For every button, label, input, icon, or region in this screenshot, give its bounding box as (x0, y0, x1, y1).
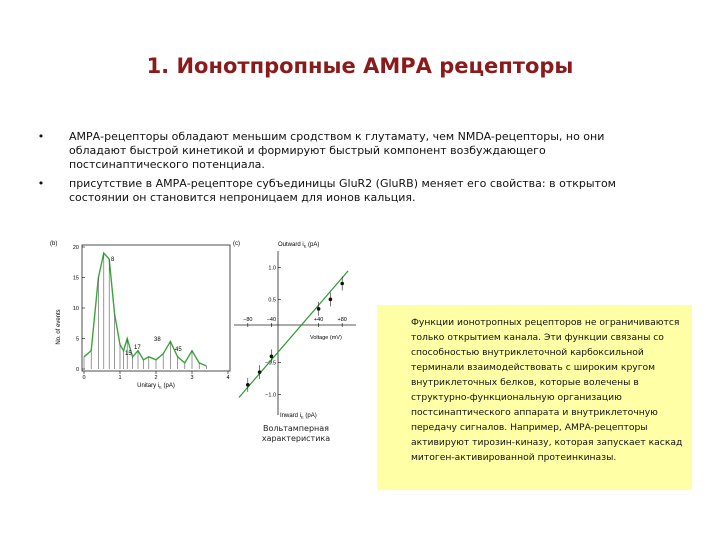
peak-label: 8 (111, 257, 115, 263)
peak-label: 38 (154, 337, 161, 343)
iv-data-point (340, 282, 344, 286)
iv-y-ticks (265, 266, 281, 399)
iv-x-tick-label: +40 (313, 317, 324, 323)
histogram-y-ticks (73, 245, 85, 373)
iv-y-tick-label: 0.5 (268, 297, 276, 304)
panel-label-c: (c) (233, 241, 240, 247)
histogram-frame (82, 245, 230, 371)
iv-y-tick-label: −0.5 (265, 360, 276, 367)
histogram-x-ticks (82, 371, 229, 381)
histogram-y-tick-label: 10 (72, 306, 79, 312)
iv-data-point (258, 370, 262, 374)
iv-panel (233, 241, 356, 420)
bullet-list (36, 130, 646, 210)
iv-data-point (246, 383, 250, 387)
iv-bottom-label: Inward $i_E$ (pA) (280, 413, 317, 420)
histogram-x-tick-label: 3 (190, 375, 194, 381)
figure-caption: Вольтамперная характеристика (261, 424, 331, 443)
iv-top-label: Outward $i_E$ (pA) (278, 242, 320, 249)
histogram-curve (84, 253, 206, 366)
bullet-item (36, 177, 646, 205)
note-box (377, 305, 692, 490)
histogram-x-tick-label: 2 (154, 375, 158, 381)
peak-label: 15 (125, 351, 132, 357)
bullet-text: АМРА-рецепторы обладают меньшим сродством к глутамату, чем NMDA-рецепторы, но они обладают быстрой кинетикой и формируют быстрый компонент возбуждающего постсинаптического потенциала. (69, 130, 605, 171)
iv-xaxis-label: Voltage (mV) (310, 335, 342, 341)
figure-image (48, 237, 408, 489)
iv-x-ticks (243, 317, 347, 327)
iv-data-point (270, 355, 274, 359)
bullet-marker: • (37, 177, 45, 190)
bullet-text: присутствие в АМРА-рецепторе субъединицы GluR2 (GluRB) меняет его свойства: в открытом состоянии он становится непроницаем для ионов кальция. (69, 177, 616, 204)
histogram-x-tick-label: 4 (226, 375, 230, 381)
iv-x-tick-label: +80 (337, 317, 347, 323)
bullet-item (36, 130, 646, 172)
histogram-bars (84, 253, 206, 369)
note-text: Функции ионотропных рецепторов не ограничиваются только открытием канала. Эти функции связаны со способностью внутриклеточной карбоксильной терминали взаимодействовать с широким кругом внутриклеточных белков, которые волечены в структурно-функциональную организацию постсинаптического аппарата и внутриклеточную передачу сигналов. Например, АМРА-рецепторы активируют тирозин-киназу, которая запускает каскад митоген-активированной протеинкиназы. (411, 317, 683, 463)
histogram-y-tick-label: 15 (72, 275, 79, 282)
histogram-y-tick-label: 0 (75, 367, 79, 373)
iv-x-tick-label: −40 (266, 317, 277, 323)
panel-label-b: (b) (50, 241, 58, 247)
histogram-x-tick-label: 0 (82, 375, 86, 381)
peak-label: 17 (134, 345, 141, 351)
bullet-marker: • (37, 130, 45, 143)
slide-title: 1. Ионотпропные АМРА рецепторы (146, 54, 574, 78)
iv-data-point (317, 307, 321, 311)
iv-y-tick-label: −1.0 (265, 392, 276, 399)
histogram-ylabel: No. of events (56, 309, 62, 345)
histogram-x-tick-label: 1 (118, 375, 122, 381)
peak-label: 45 (175, 347, 182, 353)
histogram-y-tick-label: 20 (72, 245, 79, 251)
histogram-panel (50, 241, 230, 390)
histogram-y-tick-label: 5 (75, 336, 79, 343)
iv-x-tick-label: −80 (243, 317, 253, 323)
iv-data-point (329, 298, 333, 302)
histogram-xlabel: Unitary $i_E$ (pA) (137, 383, 175, 390)
iv-y-tick-label: 1.0 (268, 265, 276, 272)
